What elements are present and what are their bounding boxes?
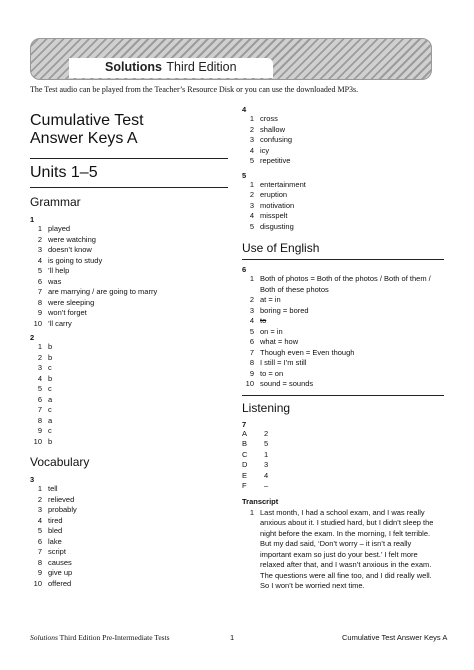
answer-number: 8: [37, 557, 42, 567]
answer-text: confusing: [260, 135, 293, 144]
answer-item: [30, 558, 228, 569]
answer-number: 4: [249, 316, 254, 325]
right-column: [242, 105, 444, 592]
answer-item: [242, 211, 444, 222]
answer-text: script: [48, 547, 66, 556]
answer-item: [242, 306, 444, 317]
answer-text: repetitive: [260, 156, 291, 165]
answer-number: 7: [37, 405, 42, 414]
answer-number: B: [242, 439, 248, 448]
answer-number: 3: [37, 363, 42, 372]
answer-text: at = in: [260, 295, 281, 304]
answer-item: [242, 114, 444, 125]
answer-text: icy: [260, 145, 270, 155]
answer-text: is going to study: [48, 255, 103, 265]
answer-number: 1: [37, 224, 42, 233]
answer-number: 7: [37, 287, 42, 296]
grammar-q2-list: [30, 342, 228, 447]
transcript-line: The questions were all fine too, and I did really well.: [260, 570, 432, 580]
answer-text: Both of photos = Both of the photos / Both of them /: [260, 274, 431, 283]
answer-text: lake: [48, 536, 62, 546]
answer-item: [30, 277, 228, 288]
answer-text: eruption: [260, 190, 288, 199]
use-of-english-rule: [242, 259, 444, 260]
answer-item: [242, 481, 444, 492]
answer-text: motivation: [260, 200, 295, 210]
answer-number: [242, 285, 254, 296]
listening-q7-list: [242, 429, 444, 492]
answer-item: [30, 319, 228, 330]
answer-number: 10: [245, 379, 254, 388]
answer-item: [30, 342, 228, 353]
answer-item: [242, 369, 444, 380]
answer-number: 2: [37, 352, 42, 362]
answer-item: [30, 363, 228, 374]
answer-item: [242, 429, 444, 440]
transcript-line: But my dad said, ‘Don’t worry – it isn’t a really: [260, 539, 412, 548]
transcript-block: [242, 508, 444, 592]
answer-text: offered: [48, 578, 72, 588]
answer-number: 5: [37, 266, 42, 275]
answer-text: 5: [264, 439, 269, 448]
answer-text: b: [48, 352, 53, 362]
answer-item: [30, 245, 228, 256]
footer-brand: Solutions: [30, 633, 58, 642]
answer-text: c: [48, 363, 52, 372]
answer-item: [30, 266, 228, 277]
answer-text: 3: [264, 460, 269, 469]
answer-text: 4: [264, 470, 269, 480]
footer-title: Third Edition Pre-Intermediate Tests: [57, 633, 170, 642]
answer-item: [242, 337, 444, 348]
answer-number: 9: [37, 568, 42, 577]
answer-item: [30, 495, 228, 506]
answer-text: a: [48, 415, 53, 425]
answer-number: 4: [249, 145, 254, 155]
answer-number: 6: [37, 276, 42, 286]
answer-text: b: [48, 342, 53, 351]
listening-heading: Listening: [242, 400, 291, 415]
question-number: 6: [242, 265, 247, 274]
answer-text: misspelt: [260, 211, 288, 220]
answer-text: bled: [48, 526, 63, 535]
answer-item: [30, 437, 228, 448]
answer-item: [30, 484, 228, 495]
answer-number: 7: [37, 547, 42, 556]
page-number: 1: [230, 633, 235, 642]
answer-text: b: [48, 373, 53, 383]
brand-name: Solutions: [105, 60, 162, 74]
answer-item: [242, 358, 444, 369]
answer-item: [242, 327, 444, 338]
answer-number: 1: [249, 179, 254, 189]
answer-text: I still = I’m still: [260, 358, 307, 367]
intro-text: The Test audio can be played from the Teacher’s Resource Disk or you can use the downloaded MP3s.: [30, 85, 359, 94]
transcript-line: anxious about it. I studied hard, but I didn’t sleep the: [260, 518, 434, 527]
vocabulary-q5-list: [242, 180, 444, 233]
answer-number: 6: [249, 337, 254, 346]
answer-number: 5: [249, 326, 254, 336]
answer-item: [242, 201, 444, 212]
answer-text: sound = sounds: [260, 379, 314, 388]
answer-item: [242, 295, 444, 306]
answer-item: [242, 190, 444, 201]
answer-number: 3: [37, 505, 42, 514]
answer-text: to = on: [260, 368, 284, 378]
transcript-number: 1: [249, 507, 254, 517]
answer-item: [30, 235, 228, 246]
question-number: 2: [30, 333, 35, 342]
answer-item: [30, 384, 228, 395]
header-banner: [30, 38, 432, 80]
answer-text: ’ll help: [48, 266, 70, 275]
answer-text: were sleeping: [48, 297, 95, 307]
answer-item: [242, 460, 444, 471]
use-of-english-q6-list: [242, 274, 444, 390]
footer-left: [30, 633, 170, 642]
answer-item: [242, 156, 444, 167]
answer-item: [30, 353, 228, 364]
answer-number: 5: [249, 221, 254, 231]
transcript-line: important exam so just do your best.’ I felt more: [260, 549, 418, 559]
answer-number: 4: [37, 373, 42, 383]
question-number: 7: [242, 419, 247, 429]
answer-item: [30, 395, 228, 406]
question-number: 4: [242, 105, 247, 114]
answer-number: 3: [37, 245, 42, 254]
answer-item: [30, 416, 228, 427]
answer-item: [30, 537, 228, 548]
answer-number: 1: [249, 274, 254, 283]
answer-item: [30, 516, 228, 527]
grammar-q1-list: [30, 224, 228, 329]
answer-number: 1: [37, 484, 42, 493]
answer-number: 2: [249, 295, 254, 304]
vocabulary-heading: Vocabulary: [30, 455, 90, 469]
answer-number: D: [242, 460, 248, 469]
answer-number: 9: [37, 308, 42, 317]
grammar-heading: Grammar: [30, 195, 81, 209]
use-of-english-heading: Use of English: [242, 241, 320, 255]
answer-number: 5: [37, 384, 42, 393]
answer-text: entertainment: [260, 179, 306, 189]
answer-text: tired: [48, 515, 63, 525]
answer-text: were watching: [48, 234, 96, 244]
answer-number: A: [242, 428, 248, 438]
answer-item: [242, 379, 444, 390]
answer-item: [242, 180, 444, 191]
answer-number: F: [242, 481, 247, 490]
answer-item: [30, 505, 228, 516]
units-rule: [30, 187, 228, 188]
answer-text: shallow: [260, 124, 286, 134]
transcript-line: So I won’t be worried next time.: [260, 581, 365, 590]
answer-text: a: [48, 394, 53, 404]
answer-text: on = in: [260, 326, 283, 336]
answer-item: [30, 298, 228, 309]
doc-title-line-2: Answer Keys A: [30, 130, 138, 147]
answer-item: [30, 568, 228, 579]
answer-number: 4: [37, 255, 42, 265]
answer-text: ’ll carry: [48, 318, 72, 328]
answer-number: 10: [33, 436, 42, 446]
transcript-text: [260, 508, 433, 592]
answer-number: 4: [37, 515, 42, 525]
answer-number: 4: [249, 211, 254, 220]
doc-title-line-1: Cumulative Test: [30, 112, 144, 129]
answer-item: [30, 405, 228, 416]
answer-number: 5: [249, 156, 254, 165]
answer-number: 2: [249, 124, 254, 134]
listening-rule: [242, 395, 444, 396]
answer-item: [30, 526, 228, 537]
answer-item: [242, 222, 444, 233]
answer-number: 3: [249, 200, 254, 210]
answer-text: tell: [48, 484, 58, 493]
answer-item: [242, 439, 444, 450]
answer-item: [30, 308, 228, 319]
answer-item: [30, 426, 228, 437]
answer-number: 6: [37, 394, 42, 404]
answer-number: 9: [37, 426, 42, 435]
answer-text: to: [260, 316, 267, 325]
answer-item: [242, 146, 444, 157]
answer-text: 1: [264, 449, 269, 459]
answer-number: 7: [249, 347, 254, 357]
answer-item: [242, 135, 444, 146]
answer-item: [242, 125, 444, 136]
answer-item: [30, 256, 228, 267]
vocabulary-q4-list: [242, 114, 444, 167]
answer-number: 10: [33, 578, 42, 588]
title-rule: [30, 158, 228, 159]
answer-item: [30, 374, 228, 385]
left-column: [30, 112, 228, 589]
units-heading: Units 1–5: [30, 164, 98, 181]
answer-number: 8: [249, 358, 254, 367]
answer-number: 2: [37, 234, 42, 244]
answer-number: 2: [37, 494, 42, 504]
answer-number: 10: [33, 318, 42, 328]
answer-text: c: [48, 384, 52, 393]
answer-number: 3: [249, 305, 254, 315]
answer-number: 9: [249, 368, 254, 378]
vocabulary-q3-list: [30, 484, 228, 589]
question-number: 1: [30, 215, 35, 224]
answer-text: give up: [48, 568, 73, 577]
answer-number: 8: [37, 297, 42, 307]
answer-item: [242, 316, 444, 327]
answer-text: c: [48, 426, 52, 435]
answer-item: [30, 579, 228, 590]
answer-number: E: [242, 470, 248, 480]
answer-item: [30, 547, 228, 558]
transcript-line: Last month, I had a school exam, and I was really: [260, 507, 425, 517]
answer-number: 2: [249, 190, 254, 199]
answer-text: c: [48, 405, 52, 414]
answer-number: C: [242, 449, 248, 459]
answer-number: 1: [37, 342, 42, 351]
answer-item: [242, 471, 444, 482]
answer-item: [30, 224, 228, 235]
answer-text: –: [264, 481, 269, 490]
brand-edition: Third Edition: [166, 60, 237, 74]
answer-number: 1: [249, 114, 254, 123]
answer-item: [242, 450, 444, 461]
answer-text: are marrying / are going to marry: [48, 287, 158, 296]
answer-text: played: [48, 224, 71, 233]
answer-text: relieved: [48, 494, 75, 504]
answer-text: probably: [48, 505, 77, 514]
answer-text: b: [48, 436, 53, 446]
answer-number: 6: [37, 536, 42, 546]
answer-text: what = how: [260, 337, 299, 346]
transcript-line: relaxed after that, and I wasn’t anxious in the exam.: [260, 560, 432, 569]
footer-right: Cumulative Test Answer Keys A: [342, 633, 448, 642]
brand-label: [69, 58, 273, 78]
question-number: 5: [242, 170, 247, 180]
answer-text: cross: [260, 114, 278, 123]
answer-text: Though even = Even though: [260, 347, 355, 357]
answer-number: 3: [249, 135, 254, 144]
answer-text: Both of these photos: [260, 284, 329, 294]
answer-item: [242, 348, 444, 359]
answer-text: won’t forget: [48, 308, 87, 317]
answer-text: disgusting: [260, 221, 294, 231]
transcript-heading: Transcript: [242, 496, 279, 506]
answer-text: causes: [48, 557, 72, 567]
answer-text: doesn’t know: [48, 245, 92, 254]
answer-item: [242, 274, 444, 285]
transcript-line: night before the exam. In the morning, I felt terrible.: [260, 528, 431, 538]
answer-text: was: [48, 276, 62, 286]
answer-text: boring = bored: [260, 305, 309, 315]
answer-item: [30, 287, 228, 298]
answer-item: [242, 285, 444, 296]
answer-text: 2: [264, 428, 269, 438]
answer-number: 5: [37, 526, 42, 535]
question-number: 3: [30, 475, 35, 484]
answer-number: 8: [37, 415, 42, 425]
